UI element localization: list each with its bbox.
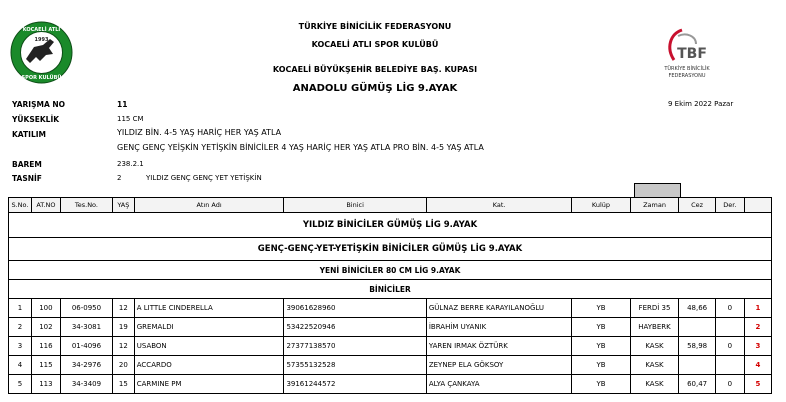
col-tesno: Tes.No. (60, 198, 112, 213)
row-yas: 12 (112, 299, 134, 318)
row-atno: 102 (31, 318, 60, 337)
row-atno: 116 (31, 337, 60, 356)
row-atno: 113 (31, 375, 60, 394)
row-sno: 3 (9, 337, 32, 356)
row-kulup: YB (572, 375, 630, 394)
table-row (9, 318, 772, 337)
row-yas: 15 (112, 375, 134, 394)
row-kulup: YB (572, 337, 630, 356)
row-cez (679, 318, 715, 337)
katilim-line2: GENÇ GENÇ YEİŞKİN YETİŞKİN BİNİCİLER 4 YAŞ HARİÇ HER YAŞ ATLA PRO BİN. 4-5 YAŞ ATLA (117, 143, 484, 152)
yukseklik-label: YÜKSEKLİK (12, 115, 60, 124)
event-title: ANADOLU GÜMÜŞ LİG 9.AYAK (292, 83, 458, 94)
section-yeni: YENİ BİNİCİLER 80 CM LİG 9.AYAK (9, 261, 772, 280)
col-kat: Kat. (426, 198, 572, 213)
col-zaman: Zaman (630, 198, 679, 213)
row-atno: 115 (31, 356, 60, 375)
barem-value: 238.2.1 (117, 160, 144, 168)
col-yas: YAŞ (112, 198, 134, 213)
row-sno: 4 (9, 356, 32, 375)
table-row (9, 375, 772, 394)
row-der: 3 (744, 337, 771, 356)
row-sno: 1 (9, 299, 32, 318)
row-kat: ZEYNEP ELA GÖKSOY (426, 356, 572, 375)
row-at: CARMINE PM (134, 375, 284, 394)
table-header-row (9, 198, 772, 213)
svg-text:TÜRKİYE BİNİCİLİK: TÜRKİYE BİNİCİLİK (664, 66, 710, 72)
federation-title: TÜRKİYE BİNİCİLİK FEDERASYONU (298, 22, 452, 31)
row-at: USABON (134, 337, 284, 356)
row-der0 (715, 356, 744, 375)
federation-logo (652, 26, 722, 84)
col-der: Der. (715, 198, 744, 213)
row-cez: 58,98 (679, 337, 715, 356)
row-der0 (715, 318, 744, 337)
row-zaman: KASK (630, 356, 679, 375)
katilim-line1: YILDIZ BİN. 4-5 YAŞ HARİÇ HER YAŞ ATLA (117, 128, 282, 137)
row-zaman: HAYBERK (630, 318, 679, 337)
club-title: KOCAELİ ATLI SPOR KULÜBÜ (311, 40, 439, 49)
row-der0: 0 (715, 299, 744, 318)
row-kulup: YB (572, 318, 630, 337)
col-atno: AT.NO (31, 198, 60, 213)
row-atno: 100 (31, 299, 60, 318)
row-yas: 19 (112, 318, 134, 337)
row-binici: 53422520946 (284, 318, 426, 337)
row-cez (679, 356, 715, 375)
row-der: 2 (744, 318, 771, 337)
svg-text:SPOR KULÜBÜ: SPOR KULÜBÜ (21, 75, 62, 81)
section-yildiz: YILDIZ BİNİCİLER GÜMÜŞ LİG 9.AYAK (9, 213, 772, 238)
tasnif-num: 2 (117, 174, 122, 182)
row-tesno: 34-3409 (60, 375, 112, 394)
row-der0: 0 (715, 337, 744, 356)
row-binici: 39061628960 (284, 299, 426, 318)
table-row (9, 337, 772, 356)
row-tesno: 01-4096 (60, 337, 112, 356)
svg-text:FEDERASYONU: FEDERASYONU (668, 73, 706, 79)
tasnif-value: YILDIZ GENÇ GENÇ YET YETİŞKİN (146, 174, 262, 182)
row-der: 5 (744, 375, 771, 394)
svg-text:TBF: TBF (677, 46, 707, 62)
yarisma-value: 11 (117, 100, 128, 109)
row-tesno: 34-2976 (60, 356, 112, 375)
row-binici: 27377138570 (284, 337, 426, 356)
row-cez: 48,66 (679, 299, 715, 318)
row-kat: GÜLNAZ BERRE KARAYILANOĞLU (426, 299, 572, 318)
section-genc: GENÇ-GENÇ-YET-YETİŞKİN BİNİCİLER GÜMÜŞ LİG 9.AYAK (9, 238, 772, 261)
results-table (8, 197, 772, 394)
row-binici: 57355132528 (284, 356, 426, 375)
row-kulup: YB (572, 299, 630, 318)
row-tesno: 06-0950 (60, 299, 112, 318)
row-at: GREMALDI (134, 318, 284, 337)
row-yas: 20 (112, 356, 134, 375)
event-date: 9 Ekim 2022 Pazar (668, 100, 734, 108)
row-at: ACCARDO (134, 356, 284, 375)
row-kat: YAREN IRMAK ÖZTÜRK (426, 337, 572, 356)
row-der: 4 (744, 356, 771, 375)
col-binici: Binici (284, 198, 426, 213)
row-der: 1 (744, 299, 771, 318)
table-row (9, 356, 772, 375)
yukseklik-value: 115 CM (117, 115, 144, 123)
table-row (9, 299, 772, 318)
row-zaman: KASK (630, 337, 679, 356)
row-kat: ALYA ÇANKAYA (426, 375, 572, 394)
tasnif-label: TASNİF (12, 174, 42, 183)
svg-text:KOCAELİ ATLI: KOCAELİ ATLI (22, 27, 61, 33)
col-blank (744, 198, 771, 213)
barem-label: BAREM (12, 160, 42, 169)
yarisma-label: YARIŞMA NO (12, 100, 66, 109)
row-zaman: FERDİ 35 (630, 299, 679, 318)
row-der0: 0 (715, 375, 744, 394)
row-cez: 60,47 (679, 375, 715, 394)
row-zaman: KASK (630, 375, 679, 394)
row-sno: 5 (9, 375, 32, 394)
col-cez: Cez (679, 198, 715, 213)
col-kulup: Kulüp (572, 198, 630, 213)
col-at: Atın Adı (134, 198, 284, 213)
club-logo (10, 21, 73, 84)
cup-title: KOCAELİ BÜYÜKŞEHİR BELEDİYE BAŞ. KUPASI (272, 65, 478, 74)
row-yas: 12 (112, 337, 134, 356)
row-at: A LITTLE CINDERELLA (134, 299, 284, 318)
row-kat: İBRAHİM UYANIK (426, 318, 572, 337)
row-sno: 2 (9, 318, 32, 337)
svg-text:1993: 1993 (34, 37, 49, 43)
row-tesno: 34-3081 (60, 318, 112, 337)
katilim-label: KATILIM (12, 130, 46, 139)
row-binici: 39161244572 (284, 375, 426, 394)
row-kulup: YB (572, 356, 630, 375)
section-biniciler: BİNİCİLER (9, 280, 772, 299)
col-sno: S.No. (9, 198, 32, 213)
